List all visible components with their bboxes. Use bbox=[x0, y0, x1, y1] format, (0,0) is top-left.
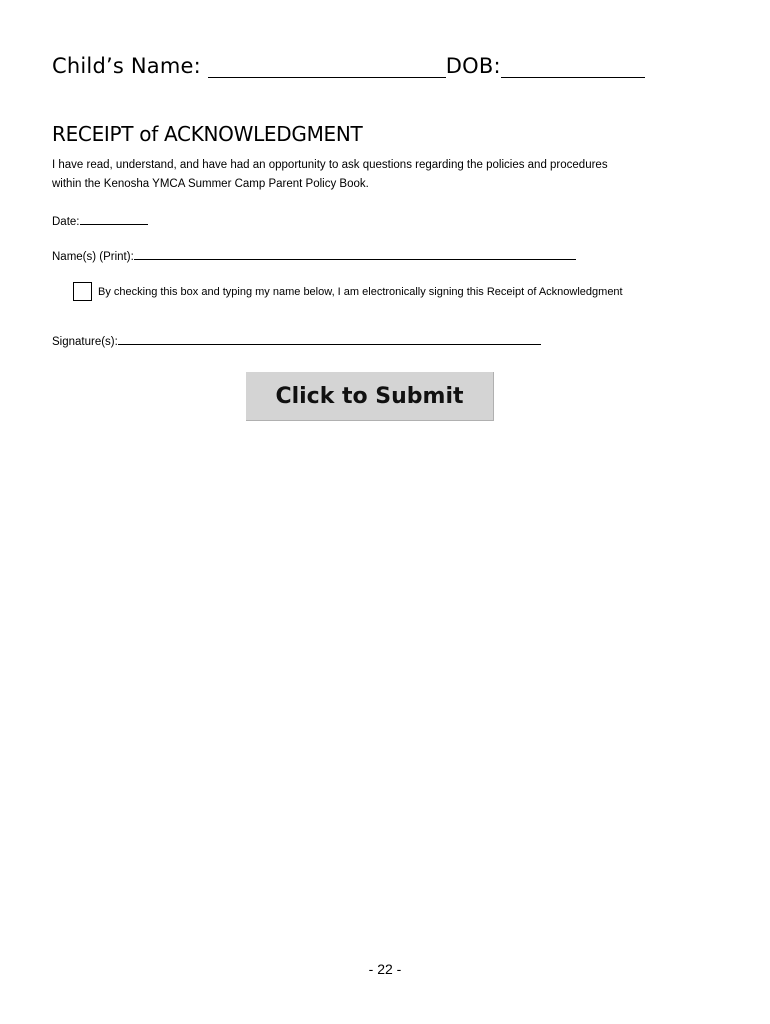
signature-label: Signature(s): bbox=[52, 336, 118, 348]
date-row bbox=[52, 212, 148, 228]
name-print-field[interactable] bbox=[134, 247, 576, 260]
page-number: - 22 - bbox=[368, 961, 402, 977]
child-name-field[interactable] bbox=[208, 55, 446, 78]
signature-field[interactable] bbox=[118, 332, 541, 345]
section-title: RECEIPT of ACKNOWLEDGMENT bbox=[52, 122, 363, 146]
date-label: Date: bbox=[52, 216, 80, 228]
date-field[interactable] bbox=[80, 212, 148, 225]
name-print-label: Name(s) (Print): bbox=[52, 251, 134, 263]
child-info-header bbox=[52, 54, 645, 78]
e-signature-checkbox-label: By checking this box and typing my name below, I am electronically signing this Receipt of Acknowledgment bbox=[98, 286, 623, 298]
dob-field[interactable] bbox=[501, 55, 645, 78]
acknowledgment-text: I have read, understand, and have had an opportunity to ask questions regarding the policies and procedures within the Kenosha YMCA Summer Camp Parent Policy Book. bbox=[52, 159, 608, 190]
signature-row bbox=[52, 332, 541, 348]
e-signature-checkbox[interactable] bbox=[73, 282, 92, 301]
dob-label: DOB: bbox=[445, 54, 501, 78]
child-name-label: Child’s Name: bbox=[52, 54, 201, 78]
submit-button[interactable]: Click to Submit bbox=[246, 372, 494, 421]
name-row bbox=[52, 247, 576, 263]
